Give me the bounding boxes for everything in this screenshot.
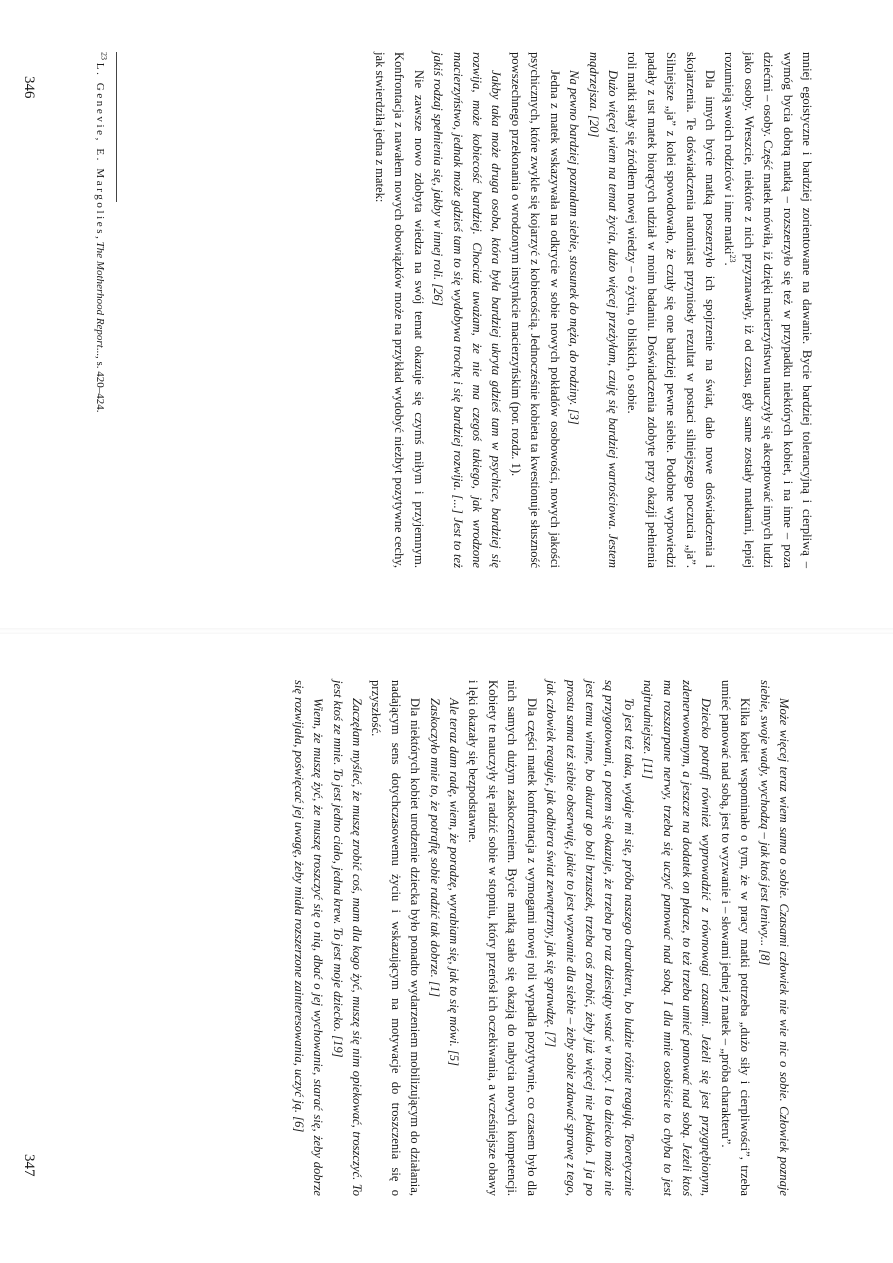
footnote-marker[interactable]: 23 (728, 254, 738, 263)
paragraph: Kilka kobiet wspominało o tym, że w pracy matki potrzeba „dużo siły i cierpliwości”, trzeba umieć panować nad sobą, jest to wyzwanie i – słowami jednej z matek – „próba charakteru”. (718, 680, 753, 1196)
paragraph: Dla niektórych kobiet urodzenie dziecka było ponadto wydarzeniem mobilizującym do działania, nadającym sens dotychczasowemu życiu i wskazującym na motywacje do troszczenia się o przyszłość. (369, 680, 423, 1196)
quote: Dziecko potrafi również wyprowadzić z równowagi czasami. Jeżeli się jest przygnębionym, zdenerwowanym, a jeszcze na dodatek on płacze, to też trzeba umieć panować nad sobą. Jeżeli ktoś ma rozszarpane nerwy, trzeba się uczyć panować nad sobą. I dla mnie osobiście to chyba to jest najtrudniejsze. [11] (641, 680, 714, 1196)
quote: Zaczęłam myśleć, że muszę zrobić coś, mam dla kogo żyć, muszę się nim opiekować, troszczyć. To jest ktoś ze mnie. To jest jedno ciało, jedna krew. To jest moje dziecko. [19] (330, 680, 365, 1196)
quote: Wiem, że muszę żyć, że muszę troszczyć się o nią, dbać o jej wychowanie, starać się, żeby dobrze się rozwijała, poświęcać jej uwagę, żeby miała rozszerzone zainteresowania, uczyć ją. [6] (291, 680, 326, 1196)
quote: Zaskoczyło mnie to, że potrafię sobie radzić tak dobrze. [1] (427, 698, 442, 998)
quote: Jakby taka może druga osoba, która była bardziej ukryta gdzieś tam w psychice, bardziej się rozwija, może kobiecość bardziej. Chociaż uważam, że nie ma czegoś takiego, jak wrodzone macierzyństwo, jednak może gdzieś tam to się wydobywa trochę i się bardziej rozwija. [...] Jest to też jakiś rodzaj spełnienia się, jakby w innej roli. [26] (431, 52, 504, 568)
page-number-right: 347 (21, 1154, 37, 1177)
footnote: $^{23}$ L. Genevie, E. Margolies, The Motherhood Report..., s. 420–424. (94, 52, 109, 413)
paragraph: mniej egoistyczne i bardziej zorientowane na dawanie. Bycie bardziej tolerancyjną i cierpliwą – wymóg bycia dobrą matką – rozszerzyło się też w przypadku niektórych kobiet, i na inne – poza dziećmi – osoby. Część matek mówiła, iż dzięki macierzyństwu nauczyły się akceptować innych ludzi jako osoby. Wreszcie, niektóre z nich przyznawały, iż od czasu, gdy same zostały matkami, lepiej rozumieją swoich rodziców i inne matki$^{23}$. (722, 52, 814, 568)
right-text-column (288, 680, 793, 1196)
paragraph: Nie zawsze nowo zdobyta wiedza na swój temat okazuje się czymś miłym i przyjemnym. Konfrontacja z nawałem nowych obowiązków może na przykład wydobyć niezbyt pozytywne cechy, jak stwierdziła jedna z matek: (373, 52, 426, 568)
paragraph: Dla części matek konfrontacja z wymogami nowej roli wypadła pozytywnie, co czasem było dla nich samych dużym zaskoczeniem. Bycie matką stało się okazją do nabycia nowych kompetencji. Kobiety te nauczyły się radzić sobie w stopniu, który przerósł ich oczekiwania, a wcześniejsze obawy i lęki okazały się bezpodstawne. (466, 680, 539, 1196)
footnote-number: 23 (99, 52, 109, 60)
footnote-rule (116, 52, 117, 202)
quote: Dużo więcej wiem na temat życia, dużo więcej przeżyłam, czuję się bardziej wartościowa. Jestem mądrzejsza. [20] (586, 52, 620, 568)
footnote-author: L. Genevie, E. Margolies (94, 62, 106, 237)
paragraph: Jedna z matek wskazywała na odkrycie w sobie nowych pokładów osobowości, nowych jakości psychicznych, które zwykle się kojarzyć z kobiecością. Jednocześnie kobieta ta kwestionuje słuszność powszechnego przekonania o wrodzonym instynkcie macierzyńskim (por. rozdz. 1). (508, 52, 562, 568)
paragraph: Dla innych bycie matką poszerzyło ich spojrzenie na świat, dało nowe doświadczenia i skojarzenia. Te doświadczenia natomiast przyniosły rezultat w postaci silniejszego poczucia „ja”. Silniejsze „ja” z kolei spowodowało, że czuły się one bardziej pewne siebie. Podobne wypowiedzi padały z ust matek biorących udział w moim badaniu. Doświadczenia zdobyte przy okazji pełnienia roli matki stały się źródłem nowej wiedzy – o życiu, o bliskich, o sobie. (625, 52, 717, 568)
page-number-left: 346 (21, 76, 37, 99)
quote: Ale teraz dam radę, wiem, że poradzę, wyrabiam się, jak to się mówi. [5] (447, 698, 462, 1066)
footnote-rest: ..., s. 420–424. (94, 347, 106, 413)
quote: To jest też taka, wydaje mi się, próba naszego charakteru, bo ludzie różnie reagują. Teoretycznie są przygotowani, a potem się okazuje, że trzeba po raz dziesiąty wstać w nocy. I to dziecko może nie jest temu winne, bo akurat go boli brzuszek, trzeba coś zrobić, żeby już więcej nie płakało. I ja po prostu sama też siebie obserwuję, jakie to jest wyzwanie dla siebie – żeby sobie zdawać sprawę z tego, jak człowiek reaguje, jak odbiera świat zewnętrzny, jak się sprawdzę. [7] (544, 680, 636, 1196)
left-text-column (370, 52, 816, 568)
right-page (0, 632, 893, 1263)
quote: Na pewno bardziej poznałam siebie, stosunek do męża, do rodziny. [3] (567, 70, 582, 425)
quote: Może więcej teraz wiem sama o sobie. Czasami człowiek nie wie nic o sobie. Człowiek poznaje siebie, swoje wady, wychodzą – jak ktoś jest leniwy... [8] (757, 680, 791, 1196)
footnote-title: The Motherhood Report (94, 241, 106, 348)
left-page (0, 0, 893, 631)
